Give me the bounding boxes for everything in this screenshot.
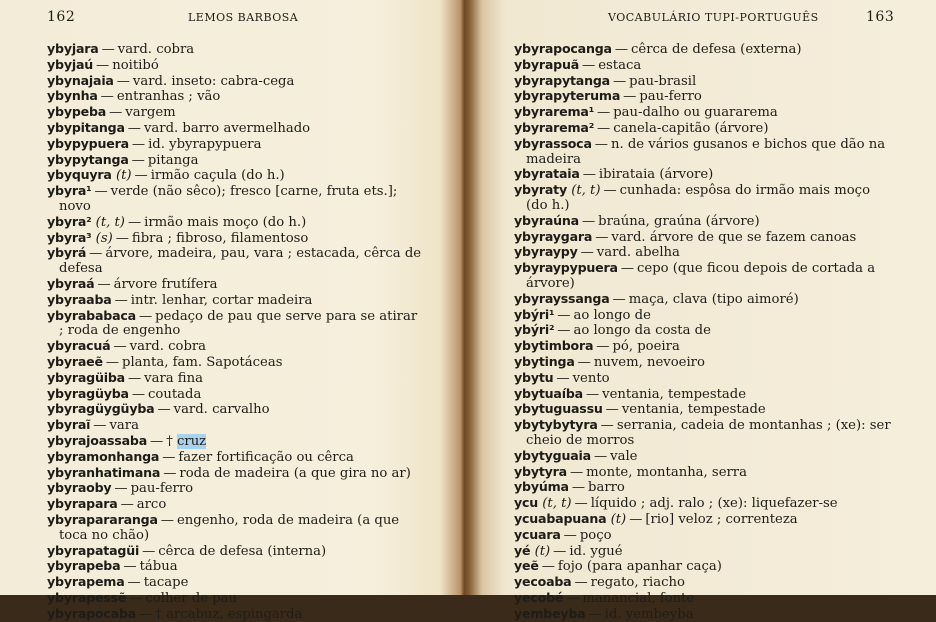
- left-running-head: [0, 9, 462, 27]
- entry-headword: ybyrapyteruma: [514, 88, 621, 104]
- entry-definition: serrania, cadeia de montanhas ; (xe): ser cheio de morros: [526, 418, 891, 448]
- dictionary-entry: [47, 513, 425, 544]
- dictionary-entry: [514, 230, 892, 246]
- entry-separator: —: [89, 246, 103, 262]
- entry-definition: maça, clava (tipo aimoré): [628, 291, 799, 307]
- dictionary-entry: [514, 121, 892, 137]
- entry-definition: estaca: [598, 57, 642, 73]
- entry-definition: [rio] veloz ; correnteza: [645, 511, 798, 527]
- entry-definition: pó, poeira: [612, 339, 680, 355]
- entry-definition: id. yembeyba: [604, 606, 694, 622]
- dictionary-entry: [47, 544, 425, 560]
- entry-headword: ybyjaú: [47, 56, 94, 72]
- entry-separator: —: [571, 480, 586, 496]
- entry-definition: vento: [572, 370, 610, 386]
- entry-headword: ybyrá: [47, 245, 87, 261]
- entry-separator: —: [597, 105, 611, 121]
- entry-headword: ybyrapema: [47, 574, 125, 590]
- entry-headword: ybytyra: [514, 463, 567, 479]
- entry-headword: ybyjara: [47, 41, 99, 56]
- entry-headword: ybyrassoca: [514, 135, 592, 151]
- entry-separator: —: [134, 168, 148, 184]
- entry-headword: ybyraá: [47, 275, 95, 291]
- right-running-title: VOCABULÁRIO TUPI-PORTUGUÊS: [608, 11, 819, 24]
- entry-definition: nuvem, nevoeiro: [593, 354, 705, 370]
- entry-definition: colher de pau: [145, 590, 237, 606]
- entry-headword: ybyúma: [514, 479, 569, 495]
- entry-headword: ybyragüygüyba: [47, 401, 155, 417]
- dictionary-entry: [47, 387, 425, 403]
- entry-separator: —: [97, 276, 111, 292]
- entry-headword: ybypeba: [47, 104, 107, 120]
- entry-separator: —: [93, 418, 107, 434]
- dictionary-entry: [514, 512, 892, 528]
- dictionary-entry: [514, 261, 892, 292]
- entry-separator: —: [553, 543, 567, 559]
- dictionary-entry: [514, 339, 892, 355]
- entry-headword: ybyraygara: [514, 228, 593, 244]
- entry-headword: ybynha: [47, 88, 98, 104]
- entry-definition: vale: [610, 448, 638, 464]
- entry-definition: cepo (que ficou depois de cortada a árvore): [526, 261, 876, 291]
- dictionary-entry: [47, 215, 425, 231]
- entry-definition: vard. cobra: [117, 42, 195, 57]
- dictionary-entry: [514, 214, 892, 230]
- entry-headword: ybyragüiba: [47, 369, 125, 385]
- entry-definition: ao longo da costa de: [573, 323, 711, 339]
- entry-separator: —: [597, 120, 611, 136]
- entry-definition: regato, riacho: [590, 575, 685, 591]
- dictionary-entry: [514, 355, 892, 371]
- entry-headword: ybytu: [514, 369, 554, 385]
- entry-definition: id. ygué: [569, 543, 623, 559]
- entry-separator: —: [541, 559, 555, 575]
- entry-headword: ybytyguaia: [514, 447, 591, 463]
- dictionary-entry: [514, 465, 892, 481]
- entry-headword: ybypytanga: [47, 151, 129, 167]
- entry-headword: ybyraoby: [47, 480, 112, 496]
- entry-definition: noitibó: [112, 57, 159, 73]
- highlighted-word[interactable]: cruz: [177, 433, 207, 449]
- entry-headword: yé: [514, 542, 531, 558]
- entry-separator: —: [131, 152, 145, 168]
- entry-headword: ybyraaba: [47, 291, 112, 307]
- dictionary-entry: [47, 575, 425, 591]
- entry-definition: ventania, tempestade: [602, 386, 747, 402]
- entry-headword: yembeyba: [514, 605, 586, 621]
- entry-separator: —: [157, 402, 171, 418]
- entry-headword: ybyraĩ: [47, 417, 91, 433]
- entry-separator: —: [129, 590, 143, 606]
- dictionary-entry: [47, 42, 425, 58]
- entry-definition: vard. cobra: [129, 339, 207, 355]
- entry-separator: —: [595, 229, 609, 245]
- entry-separator: —: [94, 184, 108, 200]
- entry-separator: —: [162, 449, 176, 465]
- entry-separator: —: [127, 214, 142, 230]
- entry-headword: ybyrapytanga: [514, 72, 610, 88]
- entry-definition: árvore frutífera: [113, 276, 218, 292]
- dictionary-entry: [47, 168, 425, 184]
- entry-definition: vara fina: [144, 370, 203, 386]
- entry-separator: —: [123, 559, 137, 575]
- dictionary-entry: [514, 74, 892, 90]
- entry-separator: —: [160, 512, 174, 528]
- dictionary-entry: [514, 528, 892, 544]
- entry-separator: —: [557, 323, 571, 339]
- dictionary-entry: [47, 466, 425, 482]
- dictionary-entry: [47, 309, 425, 340]
- entry-definition: tacape: [143, 575, 189, 591]
- entry-separator: —: [116, 73, 130, 89]
- dictionary-entry: [514, 387, 892, 403]
- entry-headword: ybyrarema¹: [514, 104, 595, 120]
- dictionary-entry: [514, 137, 892, 168]
- dictionary-entry: [47, 246, 425, 277]
- entry-definition: monte, montanha, serra: [586, 464, 747, 480]
- entry-headword: ycuara: [514, 526, 561, 542]
- dictionary-entry: [47, 74, 425, 90]
- entry-headword: ybyraeẽ: [47, 353, 103, 369]
- dictionary-entry: [47, 153, 425, 169]
- entry-separator: —: [127, 370, 142, 386]
- entry-headword: ybyrapeba: [47, 558, 121, 574]
- entry-headword: ybytuguassu: [514, 401, 603, 417]
- entry-definition: vard. árvore de que se fazem canoas: [611, 229, 857, 245]
- dictionary-entry: [47, 450, 425, 466]
- entry-separator: —: [600, 418, 614, 434]
- entry-grammar-note: (t, t): [571, 183, 601, 199]
- left-page: [0, 0, 462, 622]
- entry-headword: ybyrajoassaba: [47, 432, 148, 448]
- entry-separator: —: [582, 167, 596, 183]
- entry-headword: ybyracuá: [47, 338, 111, 354]
- entry-headword: ybyrapara: [47, 496, 118, 512]
- entry-definition: líquido ; adj. ralo ; (xe): liquefazer-se: [590, 496, 838, 512]
- dictionary-entry: [47, 58, 425, 74]
- entry-headword: ybýri²: [514, 322, 555, 338]
- dictionary-entry: [47, 105, 425, 121]
- entry-definition: ventania, tempestade: [621, 402, 766, 418]
- entry-grammar-note: (t): [610, 511, 627, 527]
- entry-separator: —: [574, 496, 588, 512]
- entry-separator: —: [120, 497, 134, 513]
- entry-headword: ybyrapatagüi: [47, 542, 140, 558]
- entry-grammar-note: (t, t): [542, 496, 572, 512]
- dictionary-entry: [514, 591, 892, 607]
- entry-definition: fibra ; fibroso, filamentoso: [131, 230, 309, 246]
- dictionary-entry: [514, 167, 892, 183]
- entry-separator: —: [585, 386, 600, 402]
- entry-definition: pitanga: [147, 152, 199, 168]
- entry-separator: —: [96, 57, 110, 73]
- entry-definition: pau-ferro: [639, 89, 702, 105]
- dictionary-entry: [514, 607, 892, 622]
- entry-headword: ybyragüyba: [47, 385, 129, 401]
- entry-headword: ybytinga: [514, 353, 575, 369]
- dictionary-entry: [514, 402, 892, 418]
- entry-definition: árvore, madeira, pau, vara ; estacada, cêrca de defesa: [59, 246, 422, 277]
- entry-separator: —: [163, 465, 177, 481]
- entry-headword: ycu: [514, 495, 539, 511]
- entry-separator: —: [612, 291, 626, 307]
- left-running-title: LEMOS BARBOSA: [188, 11, 299, 24]
- entry-definition: fojo (para apanhar caça): [557, 559, 722, 575]
- entry-definition: poço: [579, 527, 612, 543]
- entry-separator: —: [557, 307, 571, 323]
- entry-separator: —: [131, 136, 146, 152]
- entry-headword: ybyrapocanga: [514, 41, 612, 56]
- dictionary-entry: [514, 183, 892, 214]
- dictionary-entry: [514, 323, 892, 339]
- entry-separator: —: [131, 386, 146, 402]
- dictionary-entry: [514, 544, 892, 560]
- entry-headword: ybypitanga: [47, 119, 125, 135]
- right-page: [474, 0, 936, 622]
- dictionary-entry: [47, 355, 425, 371]
- dictionary-entry: [47, 559, 425, 575]
- entry-separator: —: [593, 448, 608, 464]
- entry-definition: vard. inseto: cabra-cega: [132, 73, 295, 89]
- entry-separator: —: [115, 230, 129, 246]
- dictionary-entry: [514, 449, 892, 465]
- dictionary-entry: [514, 89, 892, 105]
- dictionary-entry: [47, 231, 425, 247]
- entry-definition: planta, fam. Sapotáceas: [122, 354, 283, 370]
- entry-definition: cunhada: espôsa do irmão mais moço (do h.): [526, 183, 871, 213]
- entry-separator: —: [569, 464, 584, 480]
- dictionary-entry: [47, 371, 425, 387]
- dictionary-entry: [514, 308, 892, 324]
- left-entry-list: [47, 42, 425, 622]
- entry-separator: —: [623, 89, 637, 105]
- dictionary-entry: [514, 418, 892, 449]
- entry-definition: roda de madeira (a que gira no ar): [179, 465, 411, 481]
- dictionary-entry: [47, 137, 425, 153]
- entry-headword: ybyra¹: [47, 183, 92, 199]
- entry-headword: ybyraypypuera: [514, 260, 618, 276]
- dictionary-entry: [47, 121, 425, 137]
- entry-definition: vard. barro avermelhado: [143, 120, 311, 136]
- entry-headword: ybyrayssanga: [514, 290, 610, 306]
- entry-grammar-note: (t): [534, 543, 551, 559]
- entry-headword: ybyrapuã: [514, 56, 580, 72]
- entry-definition: braúna, graúna (árvore): [598, 213, 760, 229]
- dictionary-entry: [47, 607, 425, 622]
- entry-separator: —: [127, 120, 141, 136]
- entry-headword: ybytuaíba: [514, 385, 583, 401]
- entry-separator: —: [109, 105, 123, 121]
- entry-headword: ycuabapuana: [514, 510, 607, 526]
- entry-definition: manancial, fonte: [582, 590, 695, 606]
- entry-definition: barro: [588, 480, 625, 496]
- entry-headword: ybyra³: [47, 229, 92, 245]
- dictionary-entry: [47, 402, 425, 418]
- entry-separator: —: [150, 433, 164, 449]
- entry-separator: —: [101, 42, 115, 57]
- left-page-number: 162: [47, 9, 76, 25]
- entry-headword: yecobé: [514, 589, 564, 605]
- entry-headword: ybyranhatimana: [47, 464, 161, 480]
- entry-definition: fazer fortificação ou cêrca: [178, 449, 354, 465]
- entry-separator: —: [566, 590, 580, 606]
- entry-definition: pedaço de pau que serve para se atirar ; roda de engenho: [59, 308, 418, 339]
- entry-separator: —: [127, 575, 141, 591]
- entry-headword: ybyrapessẽ: [47, 589, 127, 605]
- dictionary-entry: [514, 58, 892, 74]
- entry-headword: ybypypuera: [47, 135, 129, 151]
- entry-separator: —: [577, 354, 591, 370]
- entry-definition: † arcabuz, espingarda: [155, 606, 303, 622]
- entry-separator: —: [582, 57, 596, 73]
- entry-separator: —: [588, 606, 602, 622]
- dictionary-entry: [514, 292, 892, 308]
- entry-definition: intr. lenhar, cortar madeira: [130, 292, 313, 308]
- entry-definition: coutada: [148, 386, 202, 402]
- entry-separator: —: [620, 261, 635, 277]
- entry-separator: —: [580, 245, 594, 261]
- right-entry-list: [514, 42, 892, 622]
- dictionary-entry: [514, 480, 892, 496]
- entry-separator: —: [594, 136, 608, 152]
- entry-headword: ybyrapararanga: [47, 511, 158, 527]
- entry-headword: ybyraty: [514, 182, 567, 198]
- dictionary-entry: [514, 105, 892, 121]
- entry-definition: arco: [136, 497, 167, 513]
- entry-definition: irmão caçula (do h.): [150, 168, 285, 184]
- entry-headword: yecoaba: [514, 574, 572, 590]
- entry-definition: vara: [109, 418, 139, 434]
- dictionary-entry: [47, 591, 425, 607]
- entry-definition: verde (não sêco); fresco [carne, fruta ets.]; novo: [59, 184, 398, 214]
- dictionary-entry: [514, 42, 892, 58]
- entry-definition: cêrca de defesa (externa): [631, 42, 802, 57]
- entry-headword: ybyrababaca: [47, 307, 136, 323]
- right-running-head: [474, 9, 936, 27]
- entry-separator: —: [556, 370, 570, 386]
- entry-separator: —: [574, 575, 588, 591]
- entry-definition: id. ybyrapypuera: [148, 136, 262, 152]
- entry-separator: —: [138, 308, 153, 324]
- entry-separator: —: [105, 354, 120, 370]
- entry-headword: ybyramonhanga: [47, 448, 160, 464]
- right-page-number: 163: [866, 9, 895, 25]
- entry-definition: vard. abelha: [596, 245, 680, 261]
- entry-definition: engenho, roda de madeira (a que toca no chão): [59, 512, 400, 543]
- entry-headword: ybyquyra: [47, 167, 112, 183]
- dictionary-entry: [47, 184, 425, 215]
- entry-headword: ybyraúna: [514, 212, 579, 228]
- entry-headword: ybyrarema²: [514, 119, 595, 135]
- entry-headword: ybytybytyra: [514, 417, 598, 433]
- entry-separator: —: [603, 183, 617, 199]
- entry-separator: —: [114, 481, 128, 497]
- entry-separator: —: [581, 213, 596, 229]
- entry-headword: ybýri¹: [514, 306, 555, 322]
- entry-grammar-note: (t, t): [95, 214, 125, 230]
- dictionary-entry: [47, 497, 425, 513]
- dictionary-entry: [47, 293, 425, 309]
- entry-headword: ybyra²: [47, 213, 92, 229]
- entry-definition: irmão mais moço (do h.): [144, 214, 307, 230]
- entry-separator: —: [100, 89, 114, 105]
- dictionary-entry: [47, 481, 425, 497]
- entry-headword: ybyraypy: [514, 244, 578, 260]
- entry-headword: ybyrapocaba: [47, 605, 137, 621]
- dictionary-entry: [514, 575, 892, 591]
- dictionary-entry: [514, 496, 892, 512]
- entry-separator: —: [113, 339, 127, 355]
- entry-definition: ao longo de: [573, 307, 651, 323]
- entry-separator: —: [629, 511, 643, 527]
- entry-headword: yeẽ: [514, 558, 539, 574]
- entry-definition: pau-dalho ou guararema: [613, 105, 778, 121]
- entry-definition: pau-brasil: [629, 73, 697, 89]
- entry-definition: vargem: [125, 105, 176, 121]
- entry-separator: —: [614, 42, 629, 57]
- entry-definition: pau-ferro: [130, 481, 194, 497]
- entry-headword: ybynajaia: [47, 72, 114, 88]
- dictionary-entry: [514, 371, 892, 387]
- entry-headword: ybyrataia: [514, 166, 580, 182]
- dictionary-entry: [47, 277, 425, 293]
- entry-definition: ibirataia (árvore): [598, 167, 714, 183]
- dictionary-entry: [47, 434, 425, 450]
- entry-headword: ybytimbora: [514, 338, 594, 354]
- entry-definition: † cruz: [166, 433, 207, 449]
- dictionary-entry: [47, 418, 425, 434]
- entry-definition: cêrca de defesa (interna): [158, 543, 327, 559]
- entry-separator: —: [142, 543, 156, 559]
- dictionary-entry: [514, 245, 892, 261]
- entry-definition: n. de vários gusanos e bichos que dão na madeira: [526, 136, 886, 167]
- entry-separator: —: [596, 339, 610, 355]
- entry-definition: vard. carvalho: [173, 402, 270, 418]
- entry-separator: —: [605, 402, 619, 418]
- entry-definition: entranhas ; vão: [116, 89, 221, 105]
- entry-definition: canela-capitão (árvore): [613, 120, 769, 136]
- dictionary-entry: [47, 339, 425, 355]
- entry-grammar-note: (t): [115, 168, 132, 184]
- entry-separator: —: [563, 527, 577, 543]
- dictionary-entry: [514, 559, 892, 575]
- entry-grammar-note: (s): [95, 230, 113, 246]
- entry-separator: —: [612, 73, 627, 89]
- entry-separator: —: [139, 606, 153, 622]
- dictionary-entry: [47, 89, 425, 105]
- entry-separator: —: [114, 292, 128, 308]
- entry-definition: tábua: [139, 559, 178, 575]
